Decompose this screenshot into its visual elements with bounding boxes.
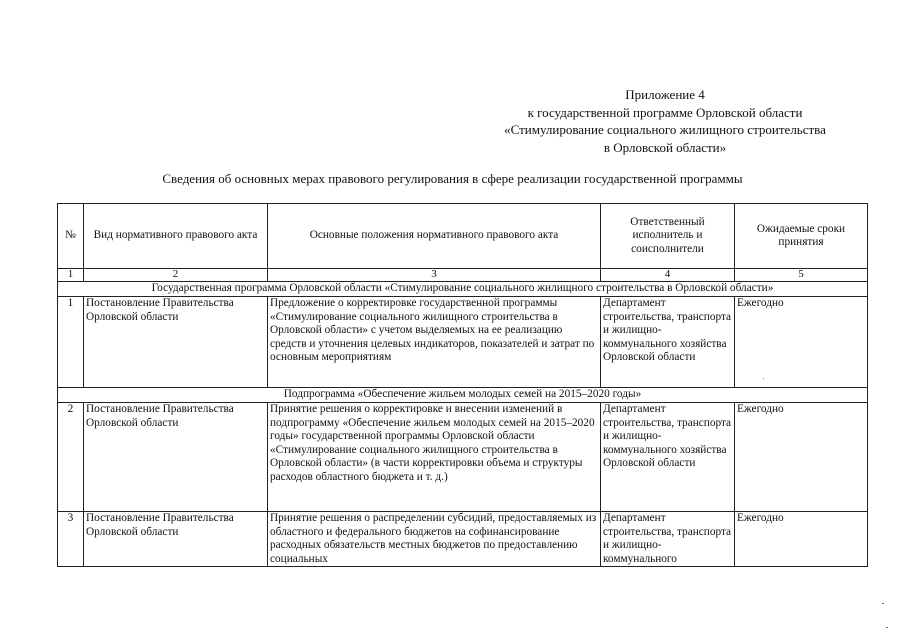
header-act-type: Вид нормативного правового акта xyxy=(84,204,268,269)
header-terms: Ожидаемые сроки принятия xyxy=(735,204,868,269)
scan-speck xyxy=(763,378,764,379)
table-row xyxy=(58,512,868,567)
appendix-number: Приложение 4 xyxy=(625,87,705,102)
row-term: Ежегодно xyxy=(735,403,868,512)
row-number: 3 xyxy=(58,512,84,567)
table-row xyxy=(58,403,868,512)
document-title: Сведения об основных мерах правового регулирования в сфере реализации государственной программы xyxy=(162,171,743,186)
row-act-type: Постановление Правительства Орловской области xyxy=(84,403,268,512)
table-header-row xyxy=(58,204,868,269)
row-provisions: Предложение о корректировке государственной программы «Стимулирование социального жилищного строительства в Орловской области» с учетом выделяемых на ее реализацию средств и уточнения целевых индикаторов, показателей и затрат по основным мероприятиям xyxy=(268,297,601,388)
column-number: 3 xyxy=(268,269,601,282)
section-row xyxy=(58,388,868,403)
column-number: 5 xyxy=(735,269,868,282)
row-act-type: Постановление Правительства Орловской области xyxy=(84,297,268,388)
row-term: Ежегодно xyxy=(735,297,868,388)
header-provisions: Основные положения нормативного правового акта xyxy=(268,204,601,269)
table-row xyxy=(58,297,868,388)
appendix-program-name-end: в Орловской области» xyxy=(603,139,727,155)
row-number: 1 xyxy=(58,297,84,388)
row-executor: Департамент строительства, транспорта и жилищно-коммунального хозяйства Орловской области xyxy=(601,297,735,388)
row-number: 2 xyxy=(58,403,84,512)
row-provisions: Принятие решения о корректировке и внесении изменений в подпрограмму «Обеспечение жильем молодых семей на 2015–2020 годы» государственной программы Орловской области «Стимулирование социального жилищного строительства в Орловской области» (в части корректировки объема и структуры расходов областного бюджета и т. д.) xyxy=(268,403,601,512)
column-number: 4 xyxy=(601,269,735,282)
header-executor: Ответственный исполнитель и соисполнители xyxy=(601,204,735,269)
row-term: Ежегодно xyxy=(735,512,868,567)
row-provisions: Принятие решения о распределении субсидий, предоставляемых из областного и федерального бюджетов на софинансирование расходных обязательств местных бюджетов по предоставлению социальных xyxy=(268,512,601,567)
row-act-type: Постановление Правительства Орловской области xyxy=(84,512,268,567)
column-number: 2 xyxy=(84,269,268,282)
section-program-title: Государственная программа Орловской области «Стимулирование социального жилищного строительства в Орловской области» xyxy=(58,282,868,297)
section-subprogram-title: Подпрограмма «Обеспечение жильем молодых семей на 2015–2020 годы» xyxy=(58,388,868,403)
header-number: № xyxy=(58,204,84,269)
appendix-program-ref: к государственной программе Орловской области xyxy=(527,104,803,120)
column-number: 1 xyxy=(58,269,84,282)
section-row xyxy=(58,282,868,297)
row-executor: Департамент строительства, транспорта и жилищно-коммунального xyxy=(601,512,735,567)
column-numbers-row xyxy=(58,269,868,282)
measures-table xyxy=(57,203,868,567)
appendix-header xyxy=(430,86,900,156)
scan-speck xyxy=(882,603,884,604)
row-executor: Департамент строительства, транспорта и жилищно-коммунального хозяйства Орловской области xyxy=(601,403,735,512)
scan-speck xyxy=(886,627,888,628)
appendix-program-name: «Стимулирование социального жилищного строительства xyxy=(504,122,826,137)
